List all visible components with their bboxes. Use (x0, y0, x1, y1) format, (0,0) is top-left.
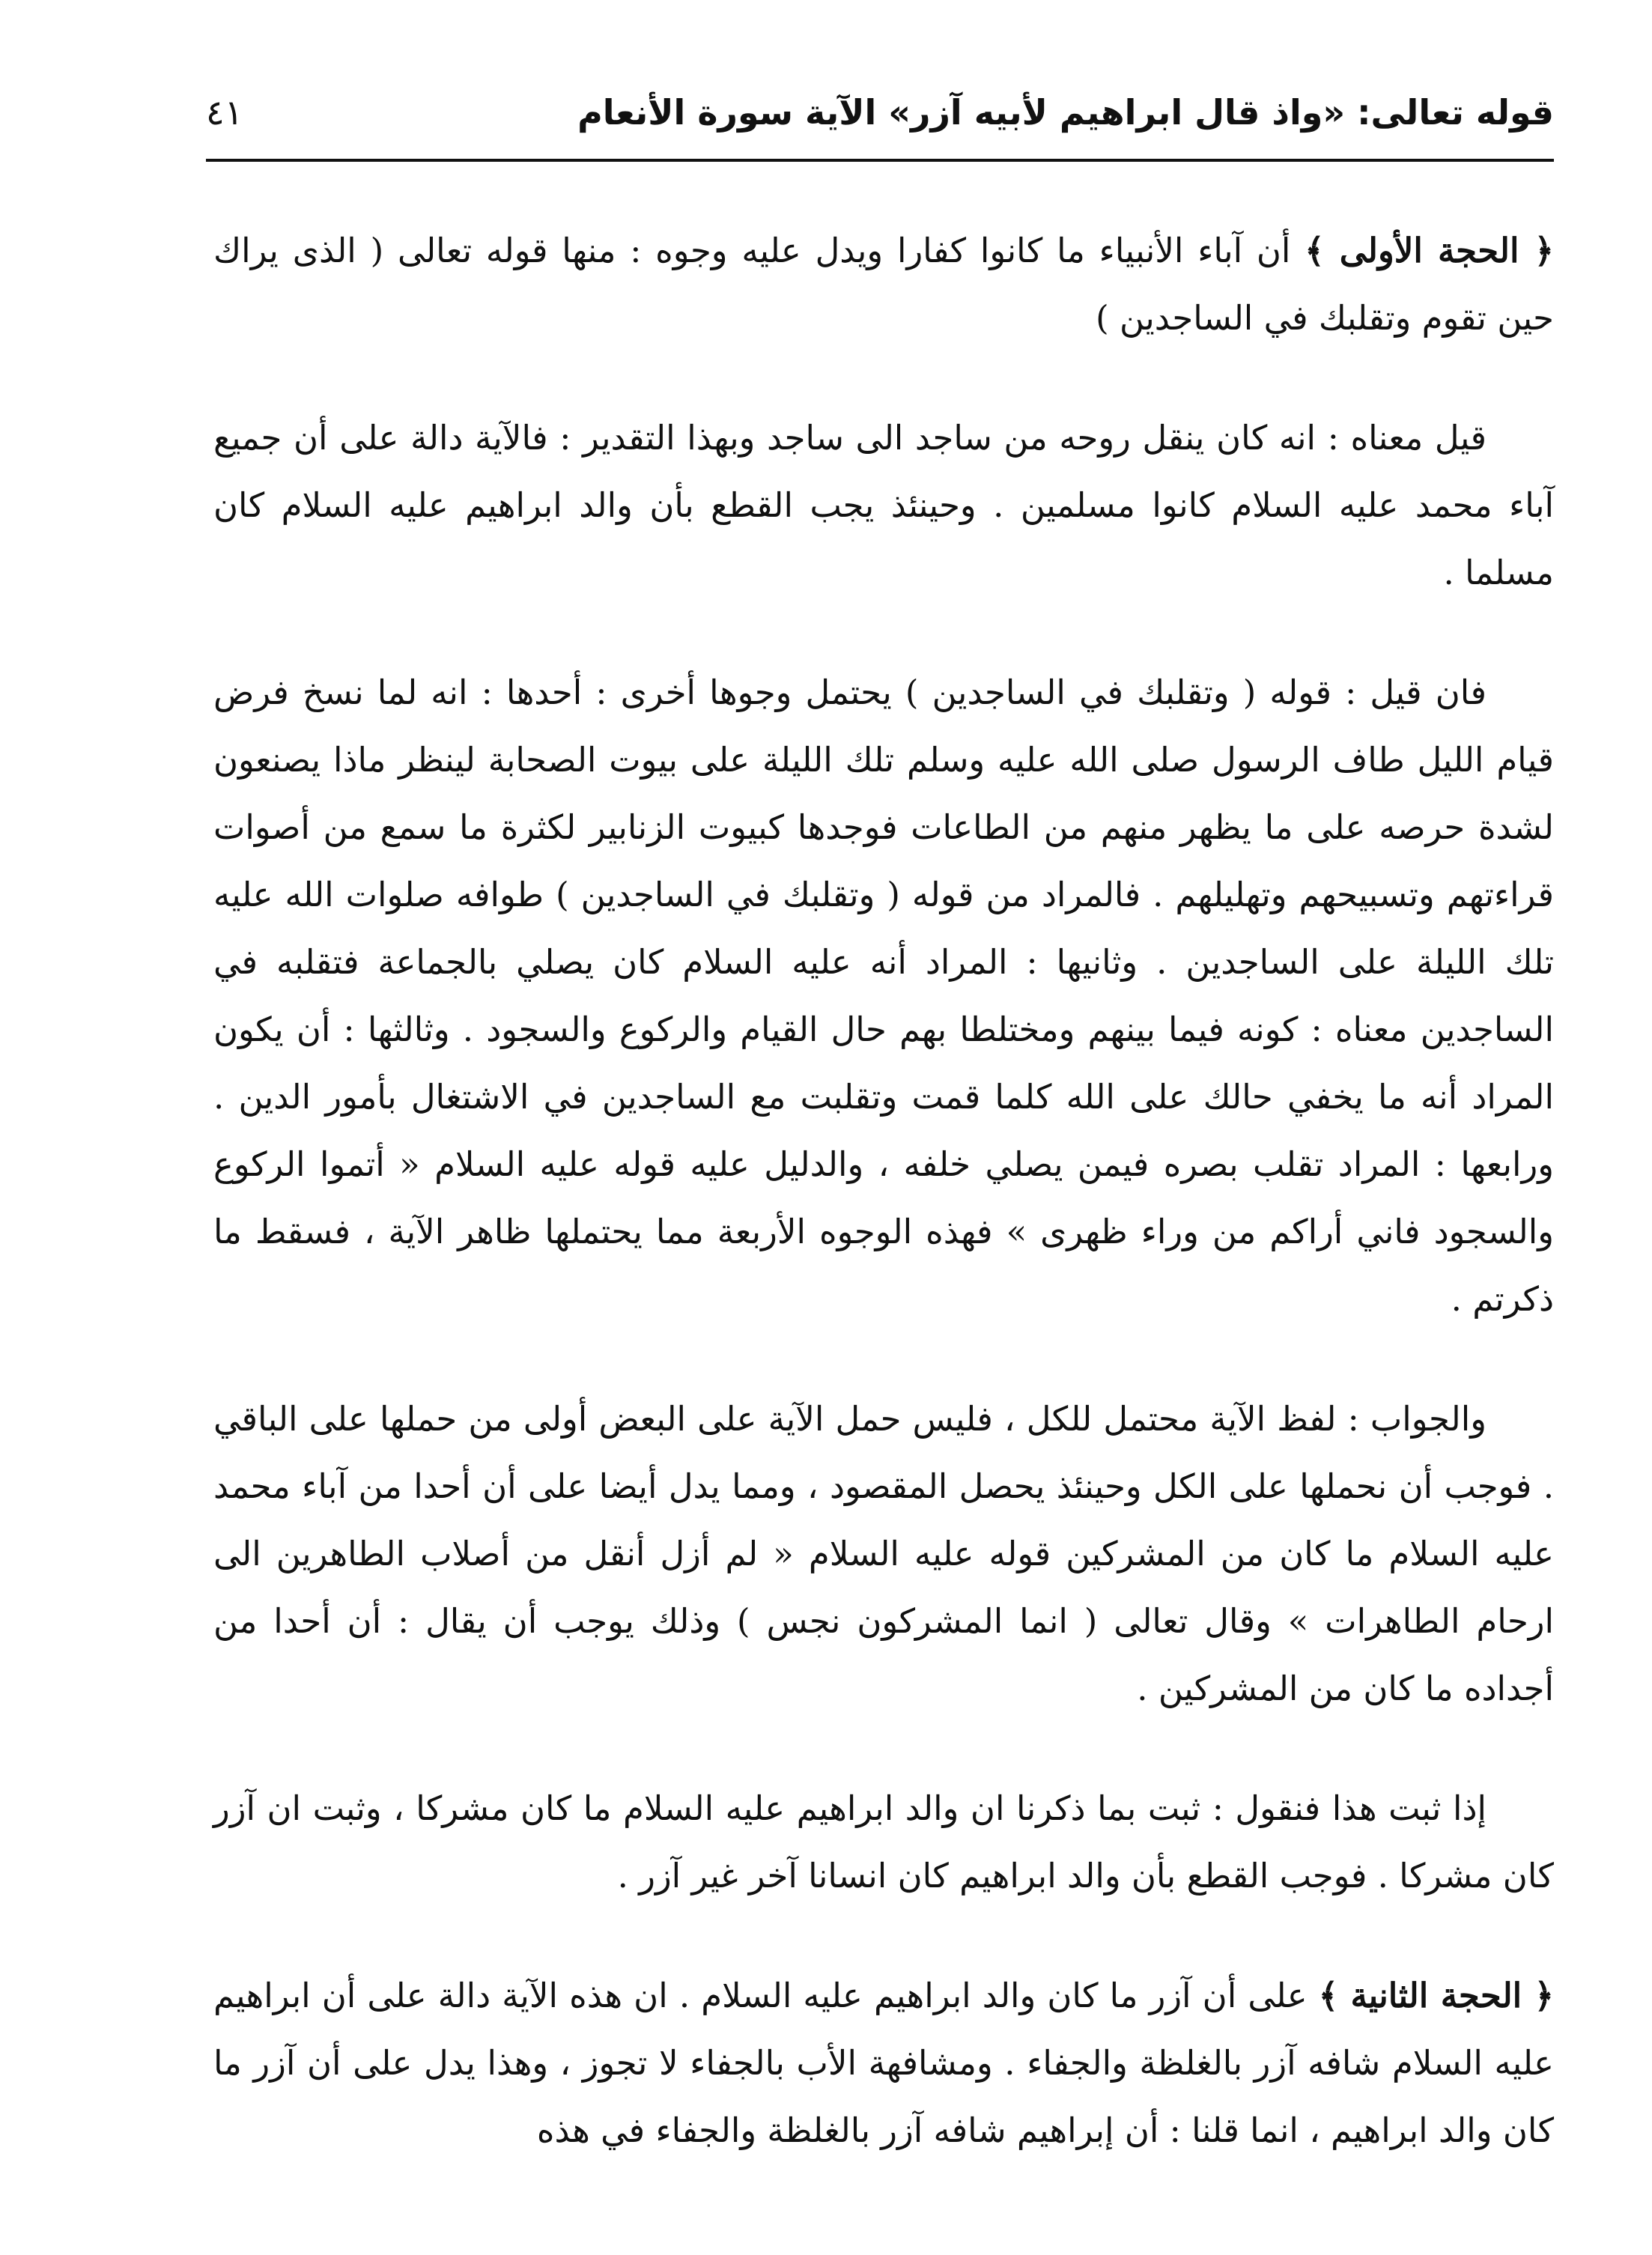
paragraph-answer (213, 1386, 1554, 1723)
paragraph-text: أن آباء الأنبياء ما كانوا كفارا ويدل عليه وجوه : منها قوله تعالى ( الذى يراك حين تقوم وتقلبك في الساجدين ) (213, 231, 1554, 338)
running-header (206, 82, 1554, 157)
paragraph-text: قيل معناه : انه كان ينقل روحه من ساجد الى ساجد وبهذا التقدير : فالآية دالة على أن جميع آباء محمد عليه السلام كانوا مسلمين . وحينئذ يجب القطع بأن والد ابراهيم عليه السلام كان مسلما . (213, 418, 1554, 592)
paragraph-second-argument (213, 1962, 1554, 2164)
header-rule (206, 159, 1554, 162)
paragraph-text: والجواب : لفظ الآية محتمل للكل ، فليس حمل الآية على البعض أولى من حملها على الباقي . فوجب أن نحملها على الكل وحينئذ يحصل المقصود ، ومما يدل أيضا على أن أحدا من آباء محمد عليه السلام ما كان من المشركين قوله عليه السلام « لم أزل أنقل من أصلاب الطاهرين الى ارحام الطاهرات » وقال تعالى ( انما المشركون نجس ) وذلك يوجب أن يقال : أن أحدا من أجداده ما كان من المشركين . (213, 1399, 1554, 1708)
section-heading-second-argument: ﴿ الحجة الثانية ﴾ (1318, 1976, 1554, 2015)
header-title: قوله تعالى: «واذ قال ابراهيم لأبيه آزر» الآية سورة الأنعام (577, 92, 1554, 133)
section-heading-first-argument: ﴿ الحجة الأولى ﴾ (1305, 231, 1554, 270)
paragraph-first-argument (213, 217, 1554, 352)
paragraph-objection (213, 659, 1554, 1333)
paragraph-text: فان قيل : قوله ( وتقلبك في الساجدين ) يحتمل وجوها أخرى : أحدها : انه لما نسخ فرض قيام الليل طاف الرسول صلى الله عليه وسلم تلك الليلة على بيوت الصحابة لينظر ماذا يصنعون لشدة حرصه على ما يظهر منهم من الطاعات فوجدها كبيوت الزنابير لكثرة ما سمع من أصوات قراءتهم وتسبيحهم وتهليلهم . فالمراد من قوله ( وتقلبك في الساجدين ) طوافه صلوات الله عليه تلك الليلة على الساجدين . وثانيها : المراد أنه عليه السلام كان يصلي بالجماعة فتقلبه في الساجدين معناه : كونه فيما بينهم ومختلطا بهم حال القيام والركوع والسجود . وثالثها : أن يكون المراد أنه ما يخفي حالك على الله كلما قمت وتقلبت مع الساجدين في الاشتغال بأمور الدين . ورابعها : المراد تقلب بصره فيمن يصلي خلفه ، والدليل عليه قوله عليه السلام « أتموا الركوع والسجود فاني أراكم من وراء ظهرى » فهذه الوجوه الأربعة مما يحتملها ظاهر الآية ، فسقط ما ذكرتم . (213, 673, 1554, 1319)
paragraph-text: إذا ثبت هذا فنقول : ثبت بما ذكرنا ان والد ابراهيم عليه السلام ما كان مشركا ، وثبت ان آزر كان مشركا . فوجب القطع بأن والد ابراهيم كان انسانا آخر غير آزر . (213, 1788, 1554, 1896)
paragraph-conclusion (213, 1775, 1554, 1910)
page-number: ٤١ (206, 92, 243, 133)
paragraph-text: على أن آزر ما كان والد ابراهيم عليه السلام . ان هذه الآية دالة على أن ابراهيم عليه السلام شافه آزر بالغلظة والجفاء . ومشافهة الأب بالجفاء لا تجوز ، وهذا يدل على أن آزر ما كان والد ابراهيم ، انما قلنا : أن إبراهيم شافه آزر بالغلظة والجفاء في هذه (213, 1976, 1554, 2150)
paragraph-interpretation (213, 404, 1554, 607)
body-text (213, 217, 1554, 2217)
